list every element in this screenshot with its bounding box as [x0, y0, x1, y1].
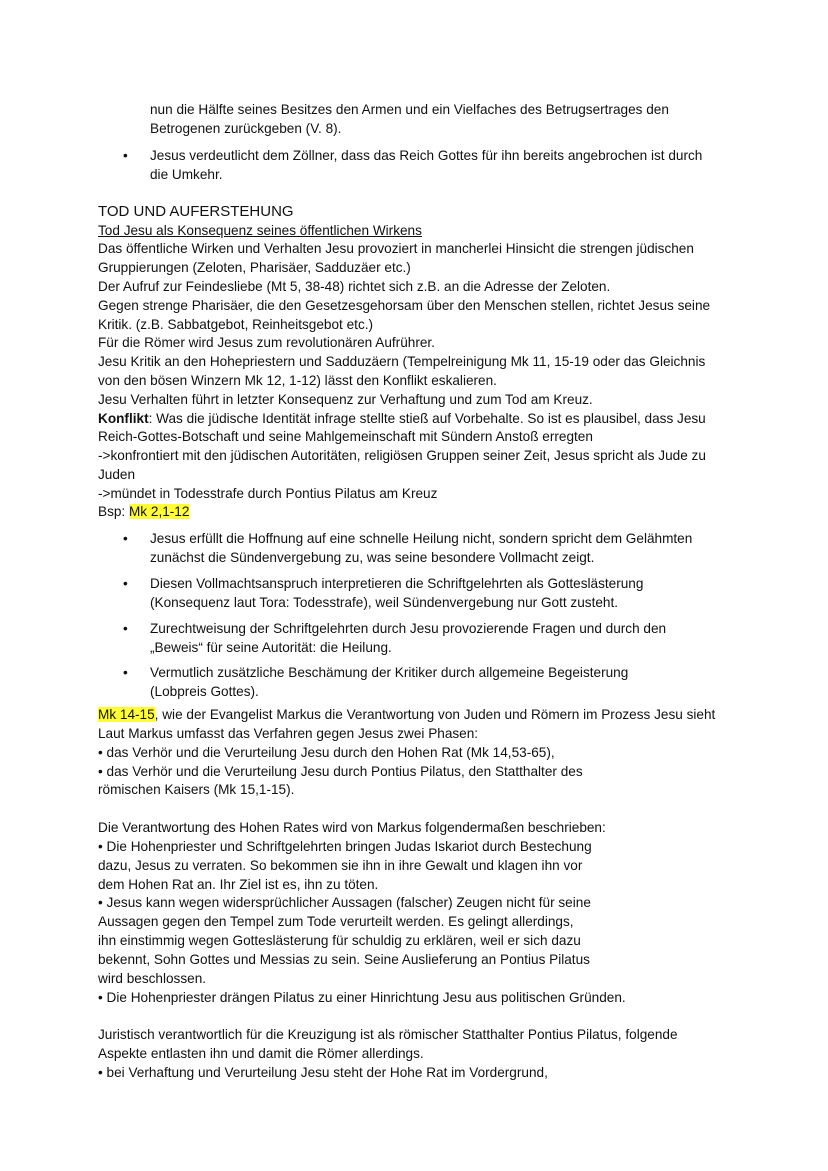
text-line: ihn einstimmig wegen Gotteslästerung für schuldig zu erklären, weil er sich dazu — [98, 933, 581, 948]
bullet-icon: • — [123, 576, 128, 591]
bsp-label: Bsp: — [98, 504, 129, 519]
text-line: • Jesus kann wegen widersprüchlicher Aussagen (falscher) Zeugen nicht für seine — [98, 895, 591, 910]
text-line: nun die Hälfte seines Besitzes den Armen und ein Vielfaches des Betrugsertrages den — [150, 102, 669, 117]
text-line: von den bösen Winzern Mk 12, 1-12) lässt den Konflikt eskalieren. — [98, 373, 497, 388]
text-line: Laut Markus umfasst das Verfahren gegen Jesus zwei Phasen: — [98, 726, 479, 741]
text-line: dazu, Jesus zu verraten. So bekommen sie ihn in ihre Gewalt und klagen ihn vor — [98, 858, 583, 873]
text-line: wird beschlossen. — [98, 971, 207, 986]
list-item: die Umkehr. — [150, 167, 223, 182]
text-line: Der Aufruf zur Feindesliebe (Mt 5, 38-48) richtet sich z.B. an die Adresse der Zeloten. — [98, 279, 611, 294]
example-line — [98, 502, 189, 521]
subheading: Tod Jesu als Konsequenz seines öffentlichen Wirkens — [98, 223, 422, 238]
text-line: Jesu Kritik an den Hohepriestern und Sadduzäern (Tempelreinigung Mk 11, 15-19 oder das Gleichnis — [98, 354, 706, 369]
text-line: Betrogenen zurückgeben (V. 8). — [150, 121, 342, 136]
list-item: Vermutlich zusätzliche Beschämung der Kritiker durch allgemeine Begeisterung — [150, 665, 629, 680]
text-line: römischen Kaisers (Mk 15,1-15). — [98, 782, 295, 797]
text-line: Aspekte entlasten ihn und damit die Römer allerdings. — [98, 1046, 424, 1061]
list-item: Jesus erfüllt die Hoffnung auf eine schnelle Heilung nicht, sondern spricht dem Gelähmten — [150, 531, 693, 546]
list-item: (Lobpreis Gottes). — [150, 684, 259, 699]
text-line: bekennt, Sohn Gottes und Messias zu sein. Seine Auslieferung an Pontius Pilatus — [98, 952, 590, 967]
konflikt-label: Konflikt — [98, 411, 149, 426]
text-line: • das Verhör und die Verurteilung Jesu durch den Hohen Rat (Mk 14,53-65), — [98, 745, 555, 760]
text-line: ->mündet in Todesstrafe durch Pontius Pilatus am Kreuz — [98, 486, 438, 501]
highlighted-reference: Mk 14-15 — [98, 707, 155, 722]
list-item: (Konsequenz laut Tora: Todesstrafe), weil Sündenvergebung nur Gott zusteht. — [150, 595, 619, 610]
list-item: Diesen Vollmachtsanspruch interpretieren die Schriftgelehrten als Gotteslästerung — [150, 576, 644, 591]
list-item: Jesus verdeutlicht dem Zöllner, dass das Reich Gottes für ihn bereits angebrochen ist durch — [150, 148, 703, 163]
list-item: „Beweis“ für seine Autorität: die Heilung. — [150, 640, 392, 655]
list-item: zunächst die Sündenvergebung zu, was seine besondere Vollmacht zeigt. — [150, 550, 595, 565]
text-line: • das Verhör und die Verurteilung Jesu durch Pontius Pilatus, den Statthalter des — [98, 764, 583, 779]
bullet-icon: • — [123, 148, 128, 163]
highlighted-reference: Mk 2,1-12 — [128, 504, 190, 519]
text-line: Kritik. (z.B. Sabbatgebot, Reinheitsgebot etc.) — [98, 317, 374, 332]
text-line: • bei Verhaftung und Verurteilung Jesu steht der Hohe Rat im Vordergrund, — [98, 1065, 548, 1080]
bullet-icon: • — [123, 621, 128, 636]
list-item: Zurechtweisung der Schriftgelehrten durch Jesu provozierende Fragen und durch den — [150, 621, 667, 636]
konflikt-text: : Was die jüdische Identität infrage stellte stieß auf Vorbehalte. So ist es plausibel, dass Jesu — [148, 411, 706, 426]
mk-line — [98, 705, 715, 724]
text-line: ->konfrontiert mit den jüdischen Autoritäten, religiösen Gruppen seiner Zeit, Jesus spricht als Jude zu — [98, 448, 706, 463]
text-line: • Die Hohenpriester und Schriftgelehrten bringen Judas Iskariot durch Bestechung — [98, 839, 592, 854]
bullet-icon: • — [123, 665, 128, 680]
text-line: Das öffentliche Wirken und Verhalten Jesu provoziert in mancherlei Hinsicht die strengen jüdischen — [98, 241, 694, 256]
section-heading: TOD UND AUFERSTEHUNG — [98, 203, 294, 220]
bullet-icon: • — [123, 531, 128, 546]
text-line: Die Verantwortung des Hohen Rates wird von Markus folgendermaßen beschrieben: — [98, 820, 606, 835]
konflikt-line — [98, 409, 706, 428]
text-line: Aussagen gegen den Tempel zum Tode verurteilt werden. Es gelingt allerdings, — [98, 914, 574, 929]
text-line: Jesu Verhalten führt in letzter Konsequenz zur Verhaftung und zum Tod am Kreuz. — [98, 392, 593, 407]
text-line: Für die Römer wird Jesus zum revolutionären Aufrührer. — [98, 335, 435, 350]
mk-text: , wie der Evangelist Markus die Verantwortung von Juden und Römern im Prozess Jesu sieht — [154, 707, 716, 722]
text-line: Juden — [98, 467, 136, 482]
text-line: dem Hohen Rat an. Ihr Ziel ist es, ihn zu töten. — [98, 877, 379, 892]
text-line: Gruppierungen (Zeloten, Pharisäer, Sadduzäer etc.) — [98, 260, 411, 275]
text-line: Juristisch verantwortlich für die Kreuzigung ist als römischer Statthalter Pontius Pilatus, folgende — [98, 1027, 678, 1042]
text-line: Gegen strenge Pharisäer, die den Gesetzesgehorsam über den Menschen stellen, richtet Jesus seine — [98, 298, 711, 313]
text-line: • Die Hohenpriester drängen Pilatus zu einer Hinrichtung Jesu aus politischen Gründen. — [98, 990, 626, 1005]
text-line: Reich-Gottes-Botschaft und seine Mahlgemeinschaft mit Sündern Anstoß erregten — [98, 429, 593, 444]
